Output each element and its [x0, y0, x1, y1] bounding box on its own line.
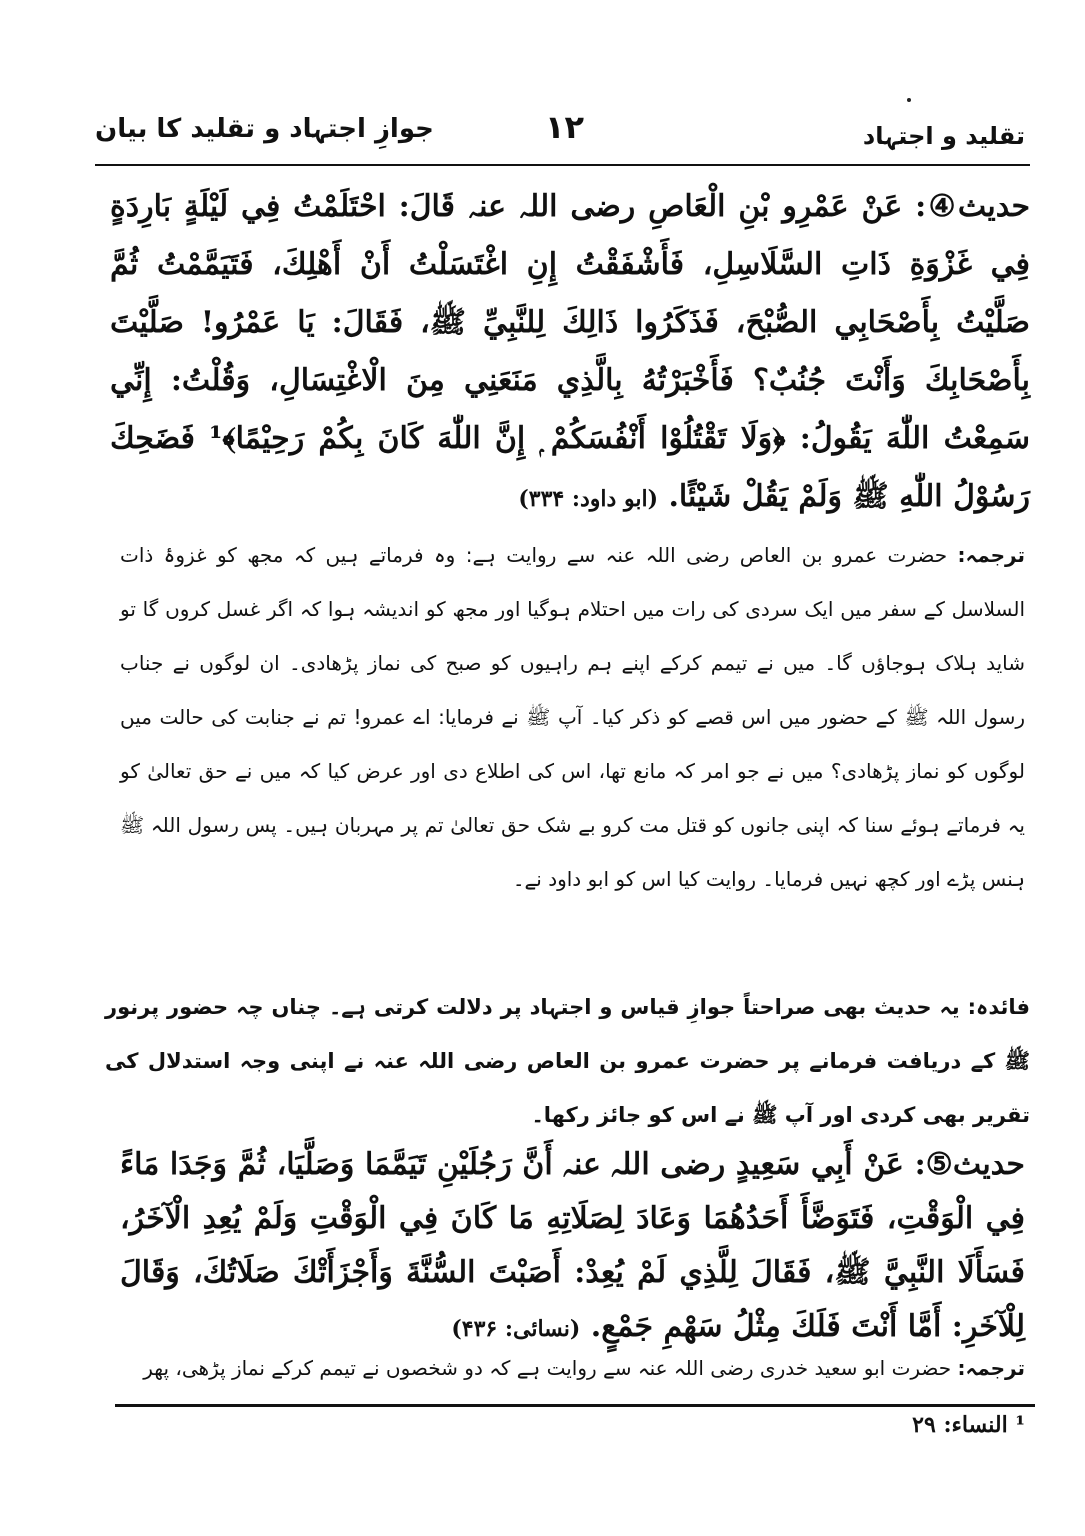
translation-5-text: حضرت ابو سعید خدری رضی اللہ عنہ سے روایت ہے کہ دو شخصوں نے تیمم کرکے نماز پڑھی، پھر	[143, 1356, 952, 1380]
header-divider	[95, 164, 1030, 166]
benefit-text: یہ حدیث بھی صراحتاً جوازِ قیاس و اجتہاد پر دلالت کرتی ہے۔ چناں چہ حضور پرنور ﷺ کے دریافت فرمانے پر حضرت عمرو بن العاص رضی اللہ عنہ نے اپنی وجہ استدلال کی تقریر بھی کردی اور آپ ﷺ نے اس کو جائز رکھا۔	[105, 995, 1030, 1127]
translation-4	[120, 528, 1025, 906]
page-header	[95, 108, 1025, 158]
hadith-5-text: عَنْ أَبِي سَعِيدٍ رضی اللہ عنہ أَنَّ رَجُلَيْنِ تَيَمَّمَا وَصَلَّيَا، ثُمَّ وَجَدَا مَاءً فِي الْوَقْتِ، فَتَوَضَّأَ أَحَدُهُمَا وَعَادَ لِصَلَاتِهِ مَا كَانَ فِي الْوَقْتِ وَلَمْ يُعِدِ الْآخَرُ، فَسَأَلَا النَّبِيَّ ﷺ، فَقَالَ لِلَّذِي لَمْ يُعِدْ: أَصَبْتَ السُّنَّةَ وَأَجْزَأَتْكَ صَلَاتُكَ، وَقَالَ لِلْآخَرِ: أَمَّا أَنْتَ فَلَكَ مِثْلُ سَهْمِ جَمْعٍ.	[120, 1147, 1025, 1344]
hadith-4-text: عَنْ عَمْرِو بْنِ الْعَاصِ رضی اللہ عنہ قَالَ: احْتَلَمْتُ فِي لَيْلَةٍ بَارِدَةٍ فِي غَزْوَةِ ذَاتِ السَّلَاسِلِ، فَأَشْفَقْتُ إِنِ اغْتَسَلْتُ أَنْ أَهْلِكَ، فَتَيَمَّمْتُ ثُمَّ صَلَّيْتُ بِأَصْحَابِي الصُّبْحَ، فَذَكَرُوا ذَالِكَ لِلنَّبِيِّ ﷺ، فَقَالَ: يَا عَمْرُو! صَلَّيْتَ بِأَصْحَابِكَ وَأَنْتَ جُنُبٌ؟ فَأَخْبَرْتُهُ بِالَّذِي مَنَعَنِي مِنَ الْاغْتِسَالِ، وَقُلْتُ: إِنِّي سَمِعْتُ اللّٰهَ يَقُولُ: ﴿وَلَا تَقْتُلُوْا أَنْفُسَكُمْ ۭ إِنَّ اللّٰهَ كَانَ بِكُمْ رَحِيْمًا﴾¹ فَضَحِكَ رَسُوْلُ اللّٰهِ ﷺ وَلَمْ يَقُلْ شَيْئًا.	[110, 189, 1030, 514]
header-chapter-title: جوازِ اجتہاد و تقلید کا بیان	[95, 114, 434, 144]
hadith-5	[120, 1138, 1025, 1356]
benefit-note	[105, 980, 1030, 1142]
footnote-divider	[115, 1404, 1035, 1407]
translation-4-text: حضرت عمرو بن العاص رضی اللہ عنہ سے روایت ہے: وہ فرماتے ہیں کہ مجھ کو غزوۂ ذات السلاسل کے سفر میں ایک سردی کی رات میں احتلام ہوگیا اور مجھ کو اندیشہ ہوا کہ اگر غسل کروں گا تو شاید ہلاک ہوجاؤں گا۔ میں نے تیمم کرکے اپنے ہم راہیوں کو صبح کی نماز پڑھادی۔ ان لوگوں نے جناب رسول اللہ ﷺ کے حضور میں اس قصے کو ذکر کیا۔ آپ ﷺ نے فرمایا: اے عمرو! تم نے جنابت کی حالت میں لوگوں کو نماز پڑھادی؟ میں نے جو امر کہ مانع تھا، اس کی اطلاع دی اور عرض کیا کہ میں نے حق تعالیٰ کو یہ فرماتے ہوئے سنا کہ اپنی جانوں کو قتل مت کرو بے شک حق تعالیٰ تم پر مہربان ہیں۔ پس رسول اللہ ﷺ ہنس پڑے اور کچھ نہیں فرمایا۔ روایت کیا اس کو ابو داود نے۔	[120, 543, 1026, 891]
hadith-4	[110, 178, 1030, 528]
translation-4-label: ترجمہ:	[957, 543, 1026, 567]
page-number: ۱۲	[545, 108, 585, 146]
hadith-5-label: حدیث⑤:	[914, 1147, 1025, 1182]
hadith-4-reference: (ابو داود: ۳۳۴)	[518, 486, 658, 512]
translation-5-label: ترجمہ:	[957, 1356, 1025, 1380]
hadith-5-reference: (نسائی: ۴۳۶)	[451, 1316, 581, 1342]
scan-speck	[907, 98, 911, 102]
header-book-title: تقلید و اجتہاد	[862, 122, 1025, 150]
translation-5	[110, 1348, 1025, 1388]
footnote: ¹ النساء: ۲۹	[912, 1412, 1025, 1438]
hadith-4-label: حدیث④:	[915, 189, 1030, 224]
benefit-label: فائدہ:	[967, 995, 1030, 1019]
